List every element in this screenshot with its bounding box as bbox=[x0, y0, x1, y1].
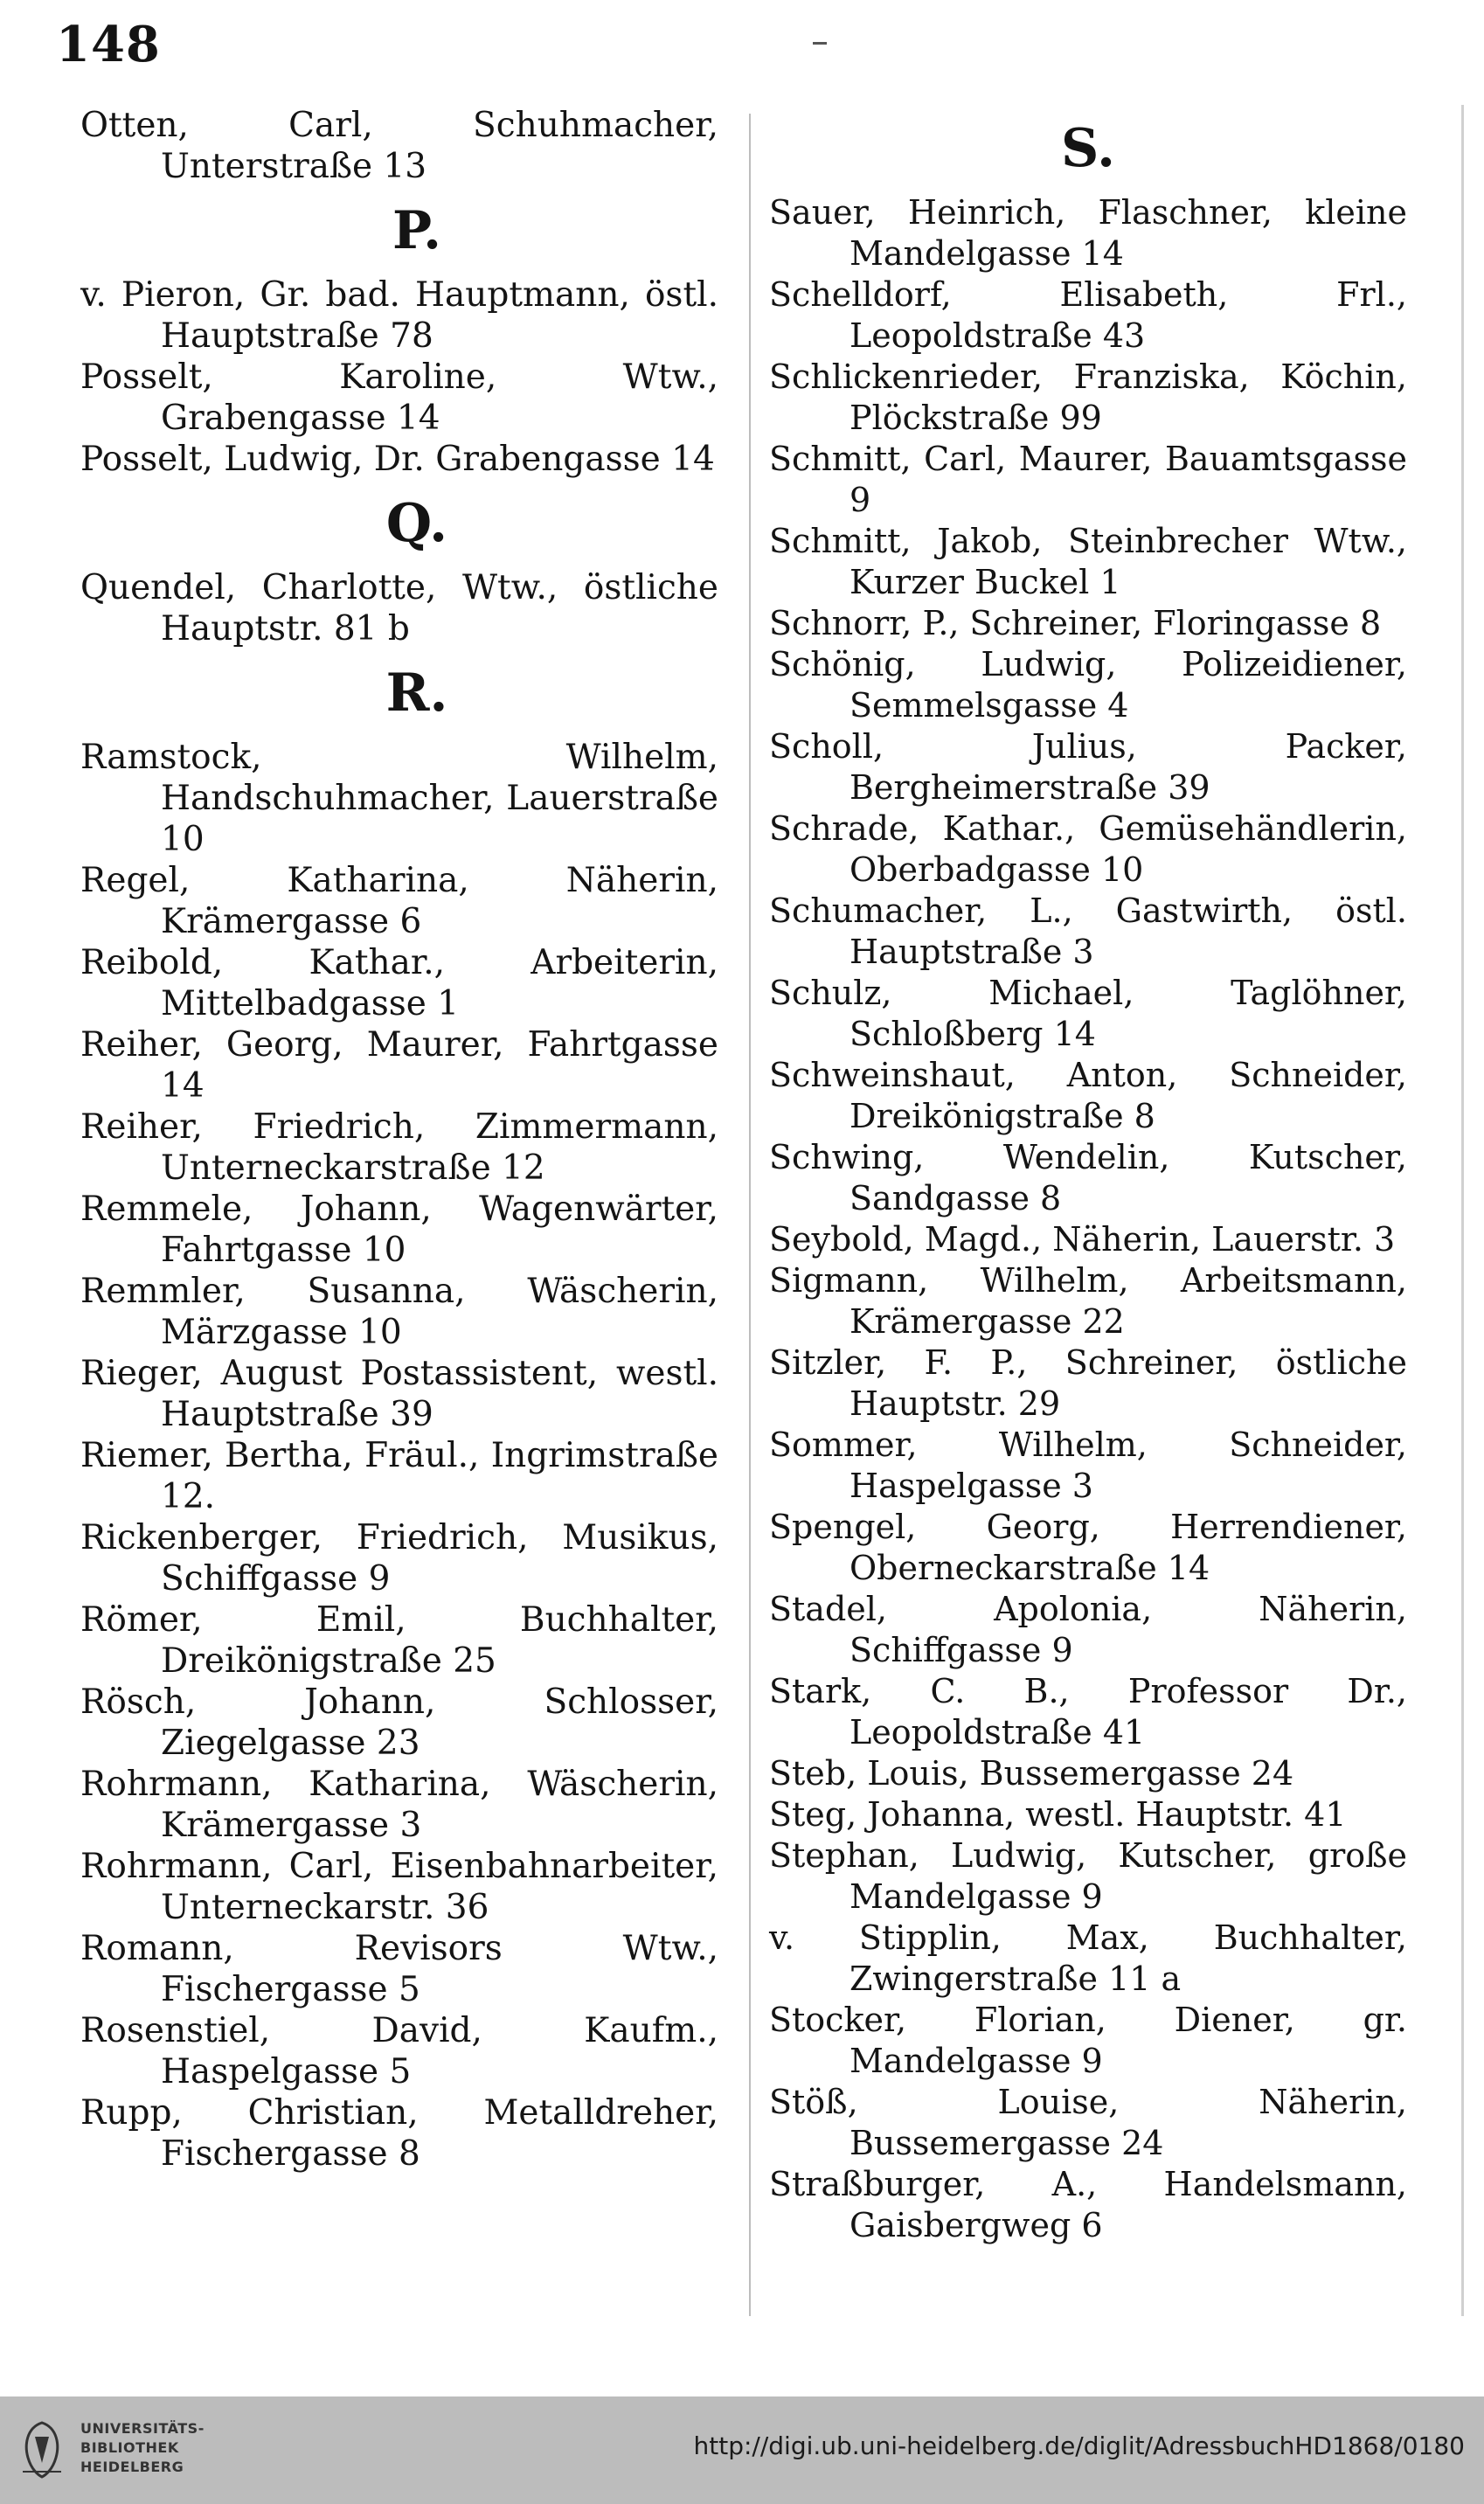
directory-entry: Rupp, Christian, Metalldreher, Fischergasse 8 bbox=[80, 2093, 718, 2174]
directory-entry: Schönig, Ludwig, Polizeidiener, Semmelsgasse 4 bbox=[769, 645, 1407, 725]
left-column bbox=[80, 105, 718, 2175]
directory-entry: Stephan, Ludwig, Kutscher, große Mandelgasse 9 bbox=[769, 1836, 1407, 1916]
directory-entry: Stadel, Apolonia, Näherin, Schiffgasse 9 bbox=[769, 1590, 1407, 1669]
directory-entry: Schnorr, P., Schreiner, Floringasse 8 bbox=[769, 604, 1382, 642]
column-divider bbox=[749, 114, 751, 2316]
directory-entry: Schulz, Michael, Taglöhner, Schloßberg 14 bbox=[769, 974, 1407, 1053]
directory-entry: Regel, Katharina, Näherin, Krämergasse 6 bbox=[80, 861, 718, 941]
directory-entry: Schmitt, Carl, Maurer, Bauamtsgasse 9 bbox=[769, 440, 1407, 519]
directory-entry: Schmitt, Jakob, Steinbrecher Wtw., Kurzer Buckel 1 bbox=[769, 522, 1407, 601]
directory-entry: Stöß, Louise, Näherin, Bussemergasse 24 bbox=[769, 2083, 1407, 2162]
directory-entry: Sommer, Wilhelm, Schneider, Haspelgasse 3 bbox=[769, 1425, 1407, 1505]
directory-entry: v. Stipplin, Max, Buchhalter, Zwingerstraße 11 a bbox=[769, 1918, 1407, 1998]
directory-entry: Schweinshaut, Anton, Schneider, Dreikönigstraße 8 bbox=[769, 1056, 1407, 1135]
logo-line: UNIVERSITÄTS- bbox=[80, 2420, 205, 2437]
directory-entry: Straßburger, A., Handelsmann, Gaisbergweg 6 bbox=[769, 2165, 1407, 2244]
directory-entry: Schrade, Kathar., Gemüsehändlerin, Oberbadgasse 10 bbox=[769, 809, 1407, 889]
directory-entry: Reiher, Friedrich, Zimmermann, Unterneckarstraße 12 bbox=[80, 1107, 718, 1188]
directory-entry: Rosenstiel, David, Kaufm., Haspelgasse 5 bbox=[80, 2011, 718, 2091]
directory-entry: Rohrmann, Carl, Eisenbahnarbeiter, Unterneckarstr. 36 bbox=[80, 1847, 718, 1927]
directory-entry: Rösch, Johann, Schlosser, Ziegelgasse 23 bbox=[80, 1682, 718, 1763]
directory-entry: Posselt, Karoline, Wtw., Grabengasse 14 bbox=[80, 357, 718, 438]
library-logo-icon bbox=[16, 2419, 68, 2480]
directory-entry: Otten, Carl, Schuhmacher, Unterstraße 13 bbox=[80, 106, 718, 186]
directory-entry: Ramstock, Wilhelm, Handschuhmacher, Lauerstraße 10 bbox=[80, 738, 718, 859]
page-edge bbox=[1461, 105, 1464, 2316]
directory-entry: Stocker, Florian, Diener, gr. Mandelgasse 9 bbox=[769, 2001, 1407, 2080]
directory-entry: Reibold, Kathar., Arbeiterin, Mittelbadgasse 1 bbox=[80, 943, 718, 1023]
logo-line: HEIDELBERG bbox=[80, 2459, 184, 2475]
directory-entry: Spengel, Georg, Herrendiener, Oberneckarstraße 14 bbox=[769, 1508, 1407, 1587]
directory-entry: Romann, Revisors Wtw., Fischergasse 5 bbox=[80, 1929, 718, 2009]
section-letter: Q. bbox=[385, 493, 448, 554]
directory-entry: Rickenberger, Friedrich, Musikus, Schiffgasse 9 bbox=[80, 1518, 718, 1599]
directory-entry: Sauer, Heinrich, Flaschner, kleine Mandelgasse 14 bbox=[769, 193, 1407, 273]
directory-entry: Stark, C. B., Professor Dr., Leopoldstraße 41 bbox=[769, 1672, 1407, 1751]
logo-line: BIBLIOTHEK bbox=[80, 2439, 179, 2456]
directory-entry: Quendel, Charlotte, Wtw., östliche Hauptstr. 81 b bbox=[80, 568, 718, 649]
source-url[interactable]: http://digi.ub.uni-heidelberg.de/diglit/AdressbuchHD1868/0180 bbox=[693, 2431, 1465, 2460]
top-dash bbox=[813, 42, 827, 45]
directory-entry: Steg, Johanna, westl. Hauptstr. 41 bbox=[769, 1795, 1347, 1834]
directory-entry: v. Pieron, Gr. bad. Hauptmann, östl. Hauptstraße 78 bbox=[80, 275, 718, 356]
section-letter: S. bbox=[1060, 118, 1116, 179]
section-letter: P. bbox=[392, 200, 442, 261]
directory-entry: Schelldorf, Elisabeth, Frl., Leopoldstraße 43 bbox=[769, 275, 1407, 355]
directory-entry: Schwing, Wendelin, Kutscher, Sandgasse 8 bbox=[769, 1138, 1407, 1217]
directory-entry: Rieger, August Postassistent, westl. Hauptstraße 39 bbox=[80, 1354, 718, 1434]
directory-entry: Steb, Louis, Bussemergasse 24 bbox=[769, 1754, 1294, 1793]
directory-entry: Sitzler, F. P., Schreiner, östliche Hauptstr. 29 bbox=[769, 1343, 1407, 1423]
directory-entry: Römer, Emil, Buchhalter, Dreikönigstraße 25 bbox=[80, 1600, 718, 1681]
directory-entry: Schumacher, L., Gastwirth, östl. Hauptstraße 3 bbox=[769, 891, 1407, 971]
page-number: 148 bbox=[56, 16, 161, 73]
directory-entry: Sigmann, Wilhelm, Arbeitsmann, Krämergasse 22 bbox=[769, 1261, 1407, 1341]
directory-entry: Reiher, Georg, Maurer, Fahrtgasse 14 bbox=[80, 1025, 718, 1106]
directory-entry: Rohrmann, Katharina, Wäscherin, Krämergasse 3 bbox=[80, 1765, 718, 1845]
footer-bar bbox=[0, 2396, 1484, 2504]
directory-entry: Riemer, Bertha, Fräul., Ingrimstraße 12. bbox=[80, 1436, 718, 1516]
section-letter: R. bbox=[385, 662, 448, 724]
directory-entry: Schlickenrieder, Franziska, Köchin, Plöckstraße 99 bbox=[769, 357, 1407, 437]
directory-entry: Scholl, Julius, Packer, Bergheimerstraße 39 bbox=[769, 727, 1407, 807]
directory-entry: Posselt, Ludwig, Dr. Grabengasse 14 bbox=[80, 440, 715, 479]
right-column bbox=[769, 105, 1407, 2246]
directory-entry: Remmler, Susanna, Wäscherin, Märzgasse 10 bbox=[80, 1272, 718, 1352]
directory-entry: Remmele, Johann, Wagenwärter, Fahrtgasse 10 bbox=[80, 1190, 718, 1270]
library-logo-text bbox=[80, 2419, 205, 2477]
directory-entry: Seybold, Magd., Näherin, Lauerstr. 3 bbox=[769, 1220, 1396, 1259]
